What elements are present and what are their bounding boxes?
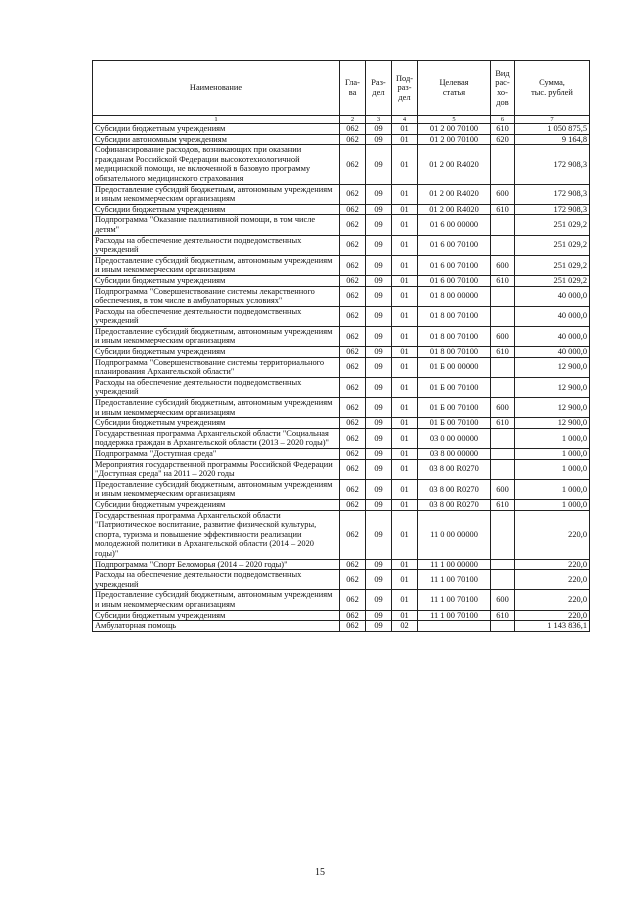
row-sum: 220,0	[515, 559, 590, 570]
table-row	[93, 124, 590, 135]
row-target-article	[418, 621, 491, 632]
row-target-article: 03 8 00 R0270	[418, 459, 491, 479]
table-row	[93, 275, 590, 286]
column-index: 6	[491, 116, 515, 124]
row-subsection: 01	[392, 145, 418, 184]
header-target-article: Целевая статья	[418, 61, 491, 116]
row-subsection: 01	[392, 286, 418, 306]
row-expense-type: 600	[491, 255, 515, 275]
row-chapter: 062	[340, 275, 366, 286]
row-name: Субсидии бюджетным учреждениям	[93, 275, 340, 286]
row-chapter: 062	[340, 418, 366, 429]
row-section: 09	[366, 510, 392, 559]
row-subsection: 01	[392, 499, 418, 510]
row-expense-type: 610	[491, 204, 515, 215]
row-subsection: 01	[392, 449, 418, 460]
table-row	[93, 235, 590, 255]
column-index: 3	[366, 116, 392, 124]
row-target-article: 01 Б 00 70100	[418, 377, 491, 397]
row-target-article: 01 2 00 70100	[418, 134, 491, 145]
row-expense-type	[491, 621, 515, 632]
table-row	[93, 347, 590, 358]
table-row	[93, 145, 590, 184]
header-chapter: Гла- ва	[340, 61, 366, 116]
row-expense-type: 610	[491, 275, 515, 286]
header-expense-type: Вид рас- хо- дов	[491, 61, 515, 116]
row-target-article: 01 2 00 R4020	[418, 184, 491, 204]
row-section: 09	[366, 306, 392, 326]
row-target-article: 11 1 00 70100	[418, 610, 491, 621]
row-name: Подпрограмма "Доступная среда"	[93, 449, 340, 460]
header-subsection: Под- раз- дел	[392, 61, 418, 116]
column-index: 5	[418, 116, 491, 124]
row-name: Предоставление субсидий бюджетным, автономным учреждениям и иным некоммерческим организациям	[93, 479, 340, 499]
row-chapter: 062	[340, 449, 366, 460]
row-target-article: 01 Б 00 70100	[418, 418, 491, 429]
row-expense-type	[491, 559, 515, 570]
row-sum: 172 908,3	[515, 204, 590, 215]
row-section: 09	[366, 398, 392, 418]
row-name: Предоставление субсидий бюджетным, автономным учреждениям и иным некоммерческим организациям	[93, 590, 340, 610]
row-sum: 12 900,0	[515, 357, 590, 377]
table-row	[93, 449, 590, 460]
row-section: 09	[366, 499, 392, 510]
row-sum: 1 000,0	[515, 499, 590, 510]
row-name: Подпрограмма "Совершенствование системы территориального планирования Архангельской области"	[93, 357, 340, 377]
row-subsection: 01	[392, 418, 418, 429]
row-target-article: 03 0 00 00000	[418, 428, 491, 448]
row-section: 09	[366, 479, 392, 499]
row-chapter: 062	[340, 377, 366, 397]
row-expense-type: 610	[491, 499, 515, 510]
table-row	[93, 610, 590, 621]
table-row	[93, 479, 590, 499]
row-chapter: 062	[340, 621, 366, 632]
row-sum: 220,0	[515, 510, 590, 559]
row-target-article: 03 8 00 00000	[418, 449, 491, 460]
row-subsection: 01	[392, 134, 418, 145]
row-expense-type: 600	[491, 184, 515, 204]
row-subsection: 01	[392, 570, 418, 590]
row-expense-type	[491, 428, 515, 448]
row-subsection: 01	[392, 204, 418, 215]
table-row	[93, 286, 590, 306]
row-chapter: 062	[340, 559, 366, 570]
table-row	[93, 570, 590, 590]
row-section: 09	[366, 449, 392, 460]
row-expense-type: 610	[491, 347, 515, 358]
row-target-article: 01 6 00 00000	[418, 215, 491, 235]
row-target-article: 01 8 00 70100	[418, 347, 491, 358]
table-row	[93, 418, 590, 429]
row-section: 09	[366, 215, 392, 235]
row-sum: 251 029,2	[515, 255, 590, 275]
header-name: Наименование	[93, 61, 340, 116]
row-name: Расходы на обеспечение деятельности подведомственных учреждений	[93, 570, 340, 590]
row-name: Расходы на обеспечение деятельности подведомственных учреждений	[93, 235, 340, 255]
row-section: 09	[366, 357, 392, 377]
row-chapter: 062	[340, 326, 366, 346]
table-row	[93, 326, 590, 346]
row-expense-type: 610	[491, 610, 515, 621]
row-subsection: 01	[392, 124, 418, 135]
column-index: 7	[515, 116, 590, 124]
row-section: 09	[366, 428, 392, 448]
row-subsection: 01	[392, 184, 418, 204]
row-expense-type: 610	[491, 418, 515, 429]
table-row	[93, 377, 590, 397]
row-section: 09	[366, 610, 392, 621]
row-expense-type	[491, 377, 515, 397]
row-expense-type	[491, 459, 515, 479]
row-expense-type	[491, 286, 515, 306]
row-chapter: 062	[340, 124, 366, 135]
row-name: Амбулаторная помощь	[93, 621, 340, 632]
row-chapter: 062	[340, 235, 366, 255]
row-subsection: 01	[392, 377, 418, 397]
row-sum: 1 000,0	[515, 428, 590, 448]
row-name: Предоставление субсидий бюджетным, автономным учреждениям и иным некоммерческим организациям	[93, 255, 340, 275]
row-chapter: 062	[340, 570, 366, 590]
row-target-article: 01 8 00 00000	[418, 286, 491, 306]
row-subsection: 01	[392, 255, 418, 275]
table-row	[93, 398, 590, 418]
header-section: Раз- дел	[366, 61, 392, 116]
row-chapter: 062	[340, 204, 366, 215]
row-section: 09	[366, 124, 392, 135]
table-body	[93, 124, 590, 632]
row-sum: 220,0	[515, 610, 590, 621]
row-expense-type	[491, 215, 515, 235]
row-chapter: 062	[340, 255, 366, 275]
table-row	[93, 428, 590, 448]
row-name: Предоставление субсидий бюджетным, автономным учреждениям и иным некоммерческим организациям	[93, 184, 340, 204]
row-section: 09	[366, 286, 392, 306]
row-sum: 40 000,0	[515, 306, 590, 326]
row-expense-type	[491, 449, 515, 460]
row-subsection: 01	[392, 357, 418, 377]
column-index: 1	[93, 116, 340, 124]
row-section: 09	[366, 347, 392, 358]
row-chapter: 062	[340, 428, 366, 448]
row-sum: 1 050 875,5	[515, 124, 590, 135]
row-target-article: 01 6 00 70100	[418, 235, 491, 255]
table-row	[93, 215, 590, 235]
row-expense-type: 600	[491, 590, 515, 610]
row-chapter: 062	[340, 134, 366, 145]
table-row	[93, 204, 590, 215]
table-row	[93, 134, 590, 145]
row-name: Субсидии бюджетным учреждениям	[93, 610, 340, 621]
row-sum: 40 000,0	[515, 286, 590, 306]
column-index: 2	[340, 116, 366, 124]
row-chapter: 062	[340, 398, 366, 418]
row-target-article: 01 Б 00 00000	[418, 357, 491, 377]
row-name: Подпрограмма "Оказание паллиативной помощи, в том числе детям"	[93, 215, 340, 235]
row-target-article: 01 Б 00 70100	[418, 398, 491, 418]
row-chapter: 062	[340, 590, 366, 610]
row-section: 09	[366, 326, 392, 346]
row-subsection: 01	[392, 398, 418, 418]
row-name: Субсидии бюджетным учреждениям	[93, 418, 340, 429]
row-subsection: 01	[392, 459, 418, 479]
row-chapter: 062	[340, 510, 366, 559]
row-chapter: 062	[340, 357, 366, 377]
row-target-article: 11 1 00 70100	[418, 570, 491, 590]
row-section: 09	[366, 418, 392, 429]
row-section: 09	[366, 590, 392, 610]
row-section: 09	[366, 255, 392, 275]
row-subsection: 01	[392, 306, 418, 326]
row-chapter: 062	[340, 459, 366, 479]
row-name: Подпрограмма "Совершенствование системы лекарственного обеспечения, в том числе в амбулаторных условиях"	[93, 286, 340, 306]
row-expense-type: 600	[491, 479, 515, 499]
row-subsection: 01	[392, 235, 418, 255]
row-subsection: 01	[392, 326, 418, 346]
row-expense-type	[491, 510, 515, 559]
budget-table	[92, 60, 590, 632]
row-sum: 172 908,3	[515, 184, 590, 204]
row-subsection: 01	[392, 479, 418, 499]
row-sum: 1 000,0	[515, 459, 590, 479]
row-sum: 1 143 836,1	[515, 621, 590, 632]
row-chapter: 062	[340, 184, 366, 204]
row-section: 09	[366, 377, 392, 397]
row-subsection: 01	[392, 347, 418, 358]
row-section: 09	[366, 235, 392, 255]
row-subsection: 01	[392, 275, 418, 286]
row-target-article: 01 2 00 R4020	[418, 204, 491, 215]
row-target-article: 01 2 00 70100	[418, 124, 491, 135]
row-target-article: 01 6 00 70100	[418, 255, 491, 275]
row-target-article: 01 2 00 R4020	[418, 145, 491, 184]
row-name: Расходы на обеспечение деятельности подведомственных учреждений	[93, 306, 340, 326]
row-target-article: 03 8 00 R0270	[418, 479, 491, 499]
row-name: Софинансирование расходов, возникающих при оказании гражданам Российской Федерации высокотехнологичной медицинской помощи, не включенной в базовую программу обязательного медицинского страхования	[93, 145, 340, 184]
row-sum: 12 900,0	[515, 418, 590, 429]
row-section: 09	[366, 621, 392, 632]
row-expense-type	[491, 235, 515, 255]
page-number: 15	[315, 867, 325, 878]
row-subsection: 01	[392, 428, 418, 448]
row-section: 09	[366, 204, 392, 215]
row-name: Предоставление субсидий бюджетным, автономным учреждениям и иным некоммерческим организациям	[93, 326, 340, 346]
row-name: Государственная программа Архангельской области "Социальная поддержка граждан в Архангельской области (2013 – 2020 годы)"	[93, 428, 340, 448]
table-row	[93, 621, 590, 632]
table-row	[93, 499, 590, 510]
row-expense-type: 600	[491, 398, 515, 418]
table-row	[93, 590, 590, 610]
row-name: Подпрограмма "Спорт Беломорья (2014 – 2020 годы)"	[93, 559, 340, 570]
row-sum: 251 029,2	[515, 235, 590, 255]
row-subsection: 01	[392, 610, 418, 621]
row-sum: 40 000,0	[515, 347, 590, 358]
table-row	[93, 255, 590, 275]
row-name: Субсидии бюджетным учреждениям	[93, 124, 340, 135]
row-subsection: 01	[392, 559, 418, 570]
table-row	[93, 459, 590, 479]
row-chapter: 062	[340, 306, 366, 326]
row-target-article: 11 1 00 70100	[418, 590, 491, 610]
column-index-row	[93, 116, 590, 124]
row-section: 09	[366, 559, 392, 570]
row-target-article: 01 8 00 70100	[418, 326, 491, 346]
row-sum: 220,0	[515, 570, 590, 590]
row-sum: 12 900,0	[515, 377, 590, 397]
row-name: Субсидии бюджетным учреждениям	[93, 204, 340, 215]
row-target-article: 01 8 00 70100	[418, 306, 491, 326]
table-row	[93, 184, 590, 204]
table-row	[93, 306, 590, 326]
header-row	[93, 61, 590, 116]
row-chapter: 062	[340, 215, 366, 235]
row-chapter: 062	[340, 610, 366, 621]
row-subsection: 01	[392, 510, 418, 559]
row-expense-type: 610	[491, 124, 515, 135]
row-target-article: 11 0 00 00000	[418, 510, 491, 559]
row-sum: 251 029,2	[515, 275, 590, 286]
row-name: Государственная программа Архангельской области "Патриотическое воспитание, развитие физической культуры, спорта, туризма и повышение эффективности реализации молодежной политики в Архангельской области (2014 – 2020 годы)"	[93, 510, 340, 559]
row-chapter: 062	[340, 347, 366, 358]
header-sum: Сумма, тыс. рублей	[515, 61, 590, 116]
row-section: 09	[366, 275, 392, 286]
row-sum: 251 029,2	[515, 215, 590, 235]
row-sum: 1 000,0	[515, 479, 590, 499]
table-row	[93, 357, 590, 377]
row-expense-type	[491, 357, 515, 377]
row-sum: 172 908,3	[515, 145, 590, 184]
table-row	[93, 559, 590, 570]
row-expense-type: 600	[491, 326, 515, 346]
row-chapter: 062	[340, 145, 366, 184]
row-expense-type: 620	[491, 134, 515, 145]
row-name: Субсидии бюджетным учреждениям	[93, 347, 340, 358]
row-section: 09	[366, 570, 392, 590]
row-section: 09	[366, 145, 392, 184]
row-sum: 220,0	[515, 590, 590, 610]
row-expense-type	[491, 306, 515, 326]
row-section: 09	[366, 459, 392, 479]
row-expense-type	[491, 570, 515, 590]
table-row	[93, 510, 590, 559]
row-section: 09	[366, 184, 392, 204]
row-expense-type	[491, 145, 515, 184]
row-target-article: 01 6 00 70100	[418, 275, 491, 286]
row-sum: 12 900,0	[515, 398, 590, 418]
row-chapter: 062	[340, 479, 366, 499]
row-sum: 9 164,8	[515, 134, 590, 145]
column-index: 4	[392, 116, 418, 124]
row-sum: 40 000,0	[515, 326, 590, 346]
row-subsection: 01	[392, 590, 418, 610]
row-chapter: 062	[340, 499, 366, 510]
row-name: Предоставление субсидий бюджетным, автономным учреждениям и иным некоммерческим организациям	[93, 398, 340, 418]
row-chapter: 062	[340, 286, 366, 306]
row-target-article: 03 8 00 R0270	[418, 499, 491, 510]
row-sum: 1 000,0	[515, 449, 590, 460]
row-subsection: 02	[392, 621, 418, 632]
row-section: 09	[366, 134, 392, 145]
row-name: Субсидии бюджетным учреждениям	[93, 499, 340, 510]
row-name: Мероприятия государственной программы Российской Федерации "Доступная среда" на 2011 – 2020 годы	[93, 459, 340, 479]
row-subsection: 01	[392, 215, 418, 235]
row-target-article: 11 1 00 00000	[418, 559, 491, 570]
row-name: Субсидии автономным учреждениям	[93, 134, 340, 145]
row-name: Расходы на обеспечение деятельности подведомственных учреждений	[93, 377, 340, 397]
